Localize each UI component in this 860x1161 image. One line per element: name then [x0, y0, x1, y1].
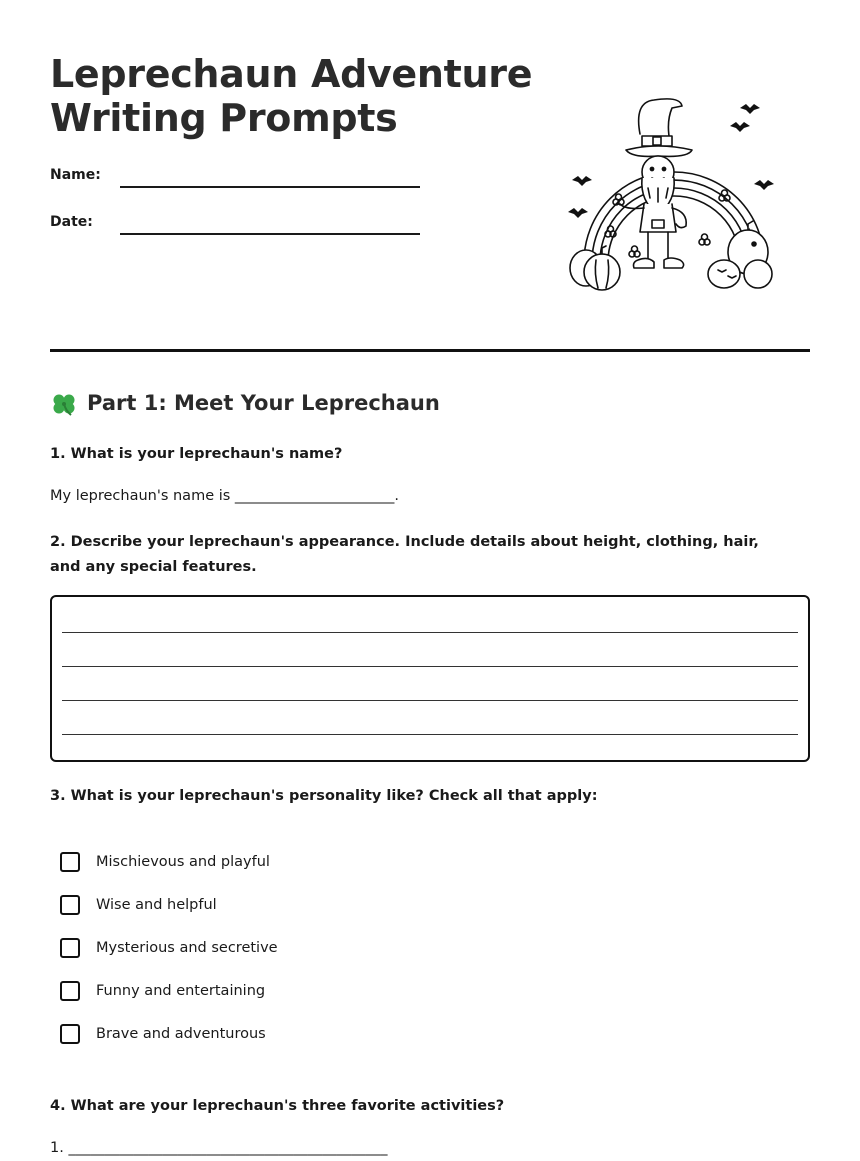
writing-line[interactable] — [62, 632, 798, 633]
checkbox-item[interactable] — [60, 893, 217, 917]
appearance-writing-box[interactable] — [50, 595, 810, 762]
pumpkin-icon — [570, 246, 620, 290]
name-label: Name: — [50, 167, 101, 183]
checkbox-item[interactable] — [60, 979, 265, 1003]
checkbox-label: Funny and entertaining — [96, 983, 266, 999]
checkbox-item[interactable] — [60, 936, 278, 960]
checkbox-item[interactable] — [60, 1022, 266, 1046]
date-label: Date: — [50, 214, 93, 230]
writing-line[interactable] — [62, 700, 798, 701]
pumpkin-icon — [708, 221, 772, 288]
checkbox[interactable] — [60, 981, 80, 1001]
question-2: 2. Describe your leprechaun's appearance. Include details about height, clothing, hair, and any special features. — [50, 534, 759, 575]
activity-1-line[interactable]: 1. ____________________________________________ — [50, 1140, 388, 1156]
checkbox[interactable] — [60, 1024, 80, 1044]
checkbox-label: Mysterious and secretive — [96, 940, 278, 956]
checkbox[interactable] — [60, 938, 80, 958]
checkbox-label: Wise and helpful — [96, 897, 217, 913]
checkbox[interactable] — [60, 852, 80, 872]
part1-heading — [50, 388, 440, 418]
writing-line[interactable] — [62, 734, 798, 735]
part1-heading-text: Part 1: Meet Your Leprechaun — [87, 391, 440, 415]
date-field[interactable] — [50, 213, 420, 237]
leprechaun-illustration — [562, 92, 786, 296]
question-1: 1. What is your leprechaun's name? — [50, 446, 343, 462]
title-line-1: Leprechaun Adventure — [50, 52, 533, 96]
writing-line[interactable] — [62, 666, 798, 667]
section-divider — [50, 349, 810, 352]
bat-icon — [568, 104, 774, 218]
name-field[interactable] — [50, 166, 420, 190]
name-line[interactable] — [120, 186, 420, 188]
shamrock-icon — [50, 389, 78, 417]
date-line[interactable] — [120, 233, 420, 235]
checkbox-label: Brave and adventurous — [96, 1026, 266, 1042]
worksheet-page — [50, 0, 810, 1161]
worksheet-title — [50, 52, 532, 140]
checkbox-item[interactable] — [60, 850, 270, 874]
title-line-2: Writing Prompts — [50, 96, 398, 140]
question-3: 3. What is your leprechaun's personality like? Check all that apply: — [50, 788, 598, 804]
checkbox-label: Mischievous and playful — [96, 854, 270, 870]
checkbox[interactable] — [60, 895, 80, 915]
question-4: 4. What are your leprechaun's three favorite activities? — [50, 1098, 505, 1114]
answer-1-sentence[interactable]: My leprechaun's name is ______________________. — [50, 488, 400, 504]
